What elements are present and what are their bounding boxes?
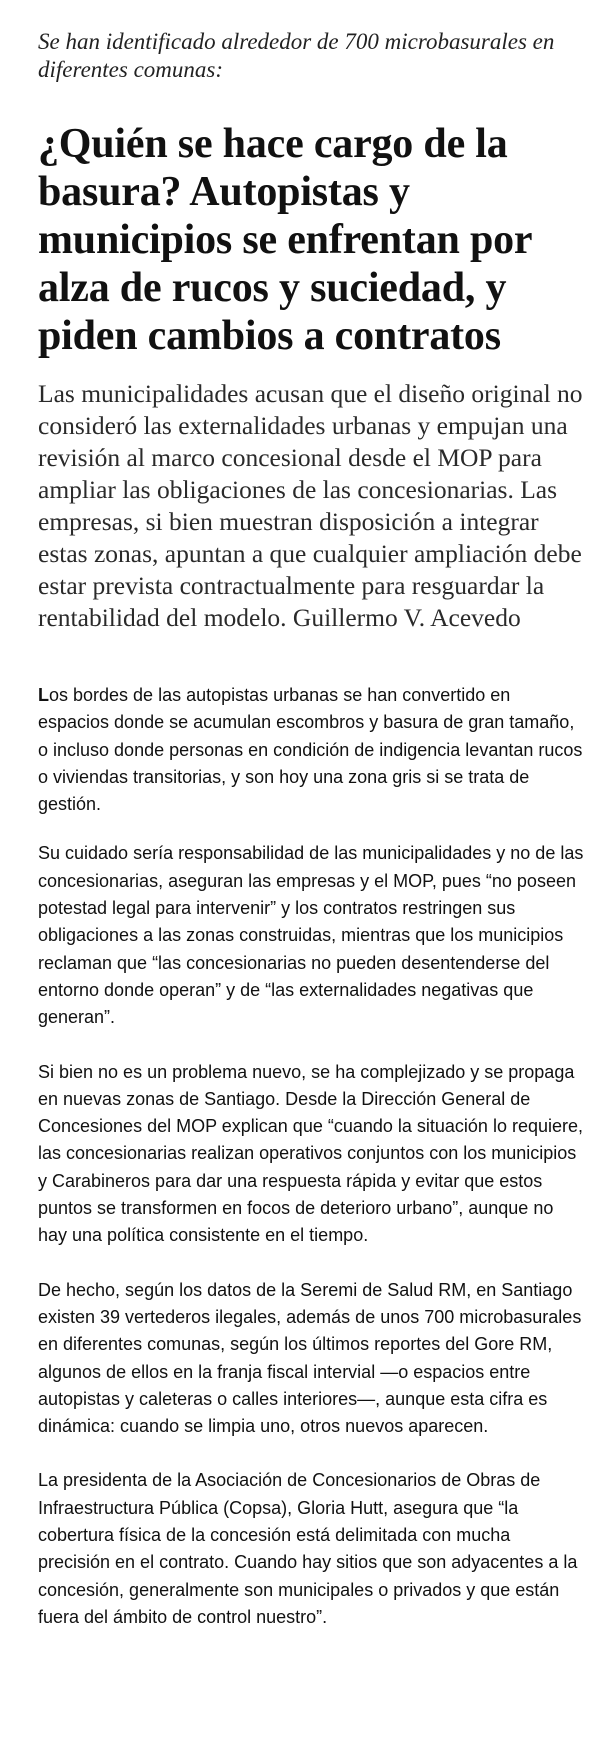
article-lead: Las municipalidades acusan que el diseño original no consideró las externalidades urbanas y empujan una revisión al marco concesional desde el MOP para ampliar las obligaciones de las concesionarias. Las empresas, si bien muestran disposición a integrar estas zonas, apuntan a que cualquier ampliación debe estar prevista contractualmente para resguardar la rentabilidad del modelo. Guillermo V. Acevedo xyxy=(38,379,583,632)
body-paragraph-1 xyxy=(38,682,586,818)
body-paragraph-2: Su cuidado sería responsabilidad de las municipalidades y no de las concesionarias, aseguran las empresas y el MOP, pues “no poseen potestad legal para intervenir” y los contratos restringen sus obligaciones a las zonas construidas, mientras que los municipios reclaman que “las concesionarias no pueden desentenderse del entorno donde operan” y de “las externalidades negativas que generan”. xyxy=(38,843,584,1028)
article-kicker: Se han identificado alrededor de 700 microbasurales en diferentes comunas: xyxy=(38,29,555,82)
body-paragraph-3: Si bien no es un problema nuevo, se ha complejizado y se propaga en nuevas zonas de Santiago. Desde la Dirección General de Concesiones del MOP explican que “cuando la situación lo requiere, las concesionarias realizan operativos conjuntos con los municipios y Carabineros para dar una respuesta rápida y evitar que estos puntos se transformen en focos de deterioro urbano”, aunque no hay una política consistente en el tiempo. xyxy=(38,1061,583,1246)
body-paragraph-4: De hecho, según los datos de la Seremi de Salud RM, en Santiago existen 39 vertederos ilegales, además de unos 700 microbasurales en diferentes comunas, según los últimos reportes del Gore RM, algunos de ellos en la franja fiscal intervial —o espacios entre autopistas y caleteras o calles interiores—, aunque esta cifra es dinámica: cuando se limpia uno, otros nuevos aparecen. xyxy=(38,1279,582,1437)
article xyxy=(38,28,586,1631)
article-headline: ¿Quién se hace cargo de la basura? Autopistas y municipios se enfrentan por alza de rucos y suciedad, y piden cambios a contratos xyxy=(38,121,532,359)
body-paragraph-5: La presidenta de la Asociación de Concesionarios de Obras de Infraestructura Pública (Copsa), Gloria Hutt, asegura que “la cobertura física de la concesión está delimitada con mucha precisión en el contrato. Cuando hay sitios que son adyacentes a la concesión, generalmente son municipales o privados y que están fuera del ámbito de control nuestro”. xyxy=(38,1470,578,1627)
article-body xyxy=(38,682,586,1631)
body-paragraph-1-text: os bordes de las autopistas urbanas se han convertido en espacios donde se acumulan escombros y basura de gran tamaño, o incluso donde personas en condición de indigencia levantan rucos o viviendas transitorias, y son hoy una zona gris si se trata de gestión. xyxy=(38,685,583,815)
drop-cap: L xyxy=(38,685,49,705)
